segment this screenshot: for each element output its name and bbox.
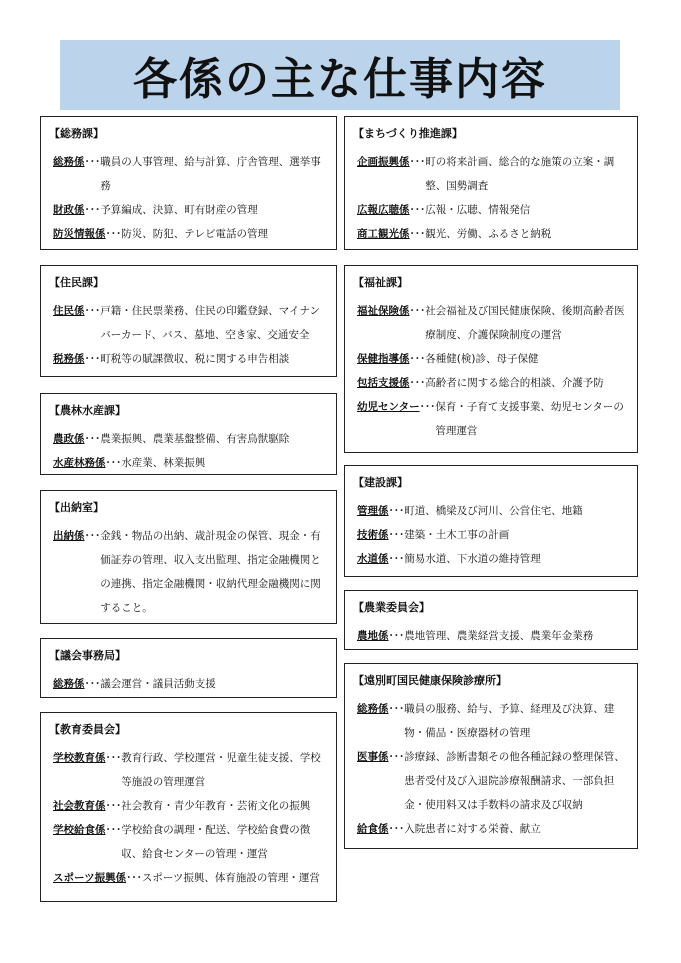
unit-description: 社会教育・青少年教育・芸術文化の振興 bbox=[121, 800, 311, 812]
duty-entry bbox=[53, 524, 328, 620]
unit-name: スポーツ振興係 bbox=[53, 872, 127, 884]
unit-name: 総務係 bbox=[53, 678, 85, 690]
unit-name: 税務係 bbox=[53, 353, 85, 365]
section-shinryo bbox=[344, 663, 638, 849]
unit-description: 建築・土木工事の計画 bbox=[404, 529, 510, 541]
section-header: 【遠別町国民健康保険診療所】 bbox=[353, 674, 507, 687]
separator: ･･･ bbox=[388, 630, 405, 642]
separator: ･･･ bbox=[105, 228, 122, 240]
separator: ･･･ bbox=[409, 353, 426, 365]
unit-description: 簡易水道、下水道の維持管理 bbox=[404, 553, 541, 565]
separator: ･･･ bbox=[388, 553, 405, 565]
unit-name: 防災情報係 bbox=[53, 228, 106, 240]
duty-entry bbox=[357, 371, 629, 395]
duty-entry bbox=[53, 222, 328, 246]
duty-entry bbox=[53, 150, 328, 198]
section-header: 【議会事務局】 bbox=[49, 649, 126, 662]
separator: ･･･ bbox=[105, 800, 122, 812]
duty-entry bbox=[357, 697, 629, 745]
unit-name: 医事係 bbox=[357, 751, 389, 763]
duty-entry bbox=[357, 523, 629, 547]
separator: ･･･ bbox=[84, 433, 101, 445]
unit-name: 総務係 bbox=[53, 156, 85, 168]
duty-entry bbox=[357, 817, 629, 841]
duty-entry bbox=[357, 347, 629, 371]
unit-description: 各種健(検)診、母子保健 bbox=[425, 353, 539, 365]
duty-entry bbox=[357, 395, 629, 443]
duty-entry bbox=[53, 672, 328, 696]
unit-description: 金銭・物品の出納、歳計現金の保管、現金・有価証券の管理、収入支出監理、指定金融機関との連携、指定金融機関・収納代理金融機関に関すること。 bbox=[100, 530, 321, 614]
unit-description: 教育行政、学校運営・児童生徒支援、学校等施設の管理運営 bbox=[121, 752, 321, 788]
unit-description: 社会福祉及び国民健康保険、後期高齢者医療制度、介護保険制度の運営 bbox=[425, 305, 625, 341]
section-header: 【建設課】 bbox=[353, 476, 408, 489]
unit-description: 学校給食の調理・配送、学校給食費の徴収、給食センターの管理・運営 bbox=[121, 824, 311, 860]
duty-entry bbox=[357, 499, 629, 523]
unit-name: 給食係 bbox=[357, 823, 389, 835]
unit-name: 学校教育係 bbox=[53, 752, 106, 764]
section-header: 【出納室】 bbox=[49, 501, 104, 514]
duty-entry bbox=[53, 451, 328, 475]
section-header: 【住民課】 bbox=[49, 276, 104, 289]
unit-description: 町税等の賦課徴収、税に関する申告相談 bbox=[100, 353, 290, 365]
duty-entry bbox=[53, 299, 328, 347]
unit-description: 町の将来計画、総合的な施策の立案・調整、国勢調査 bbox=[425, 156, 615, 192]
separator: ･･･ bbox=[84, 156, 101, 168]
page-title: 各係の主な仕事内容 bbox=[133, 54, 547, 105]
duty-entry bbox=[53, 427, 328, 451]
separator: ･･･ bbox=[388, 751, 405, 763]
unit-description: 防災、防犯、テレビ電話の管理 bbox=[121, 228, 269, 240]
unit-name: 農地係 bbox=[357, 630, 389, 642]
unit-description: 入院患者に対する栄養、献立 bbox=[404, 823, 541, 835]
unit-description: 観光、労働、ふるさと納税 bbox=[425, 228, 552, 240]
section-kyoiku bbox=[40, 712, 337, 902]
duty-entry bbox=[357, 745, 629, 817]
separator: ･･･ bbox=[388, 703, 405, 715]
separator: ･･･ bbox=[105, 824, 122, 836]
unit-description: 予算編成、決算、町有財産の管理 bbox=[100, 204, 258, 216]
duty-entry bbox=[53, 746, 328, 794]
separator: ･･･ bbox=[105, 752, 122, 764]
separator: ･･･ bbox=[84, 305, 101, 317]
unit-name: 総務係 bbox=[357, 703, 389, 715]
separator: ･･･ bbox=[84, 678, 101, 690]
unit-name: 社会教育係 bbox=[53, 800, 106, 812]
section-jumin bbox=[40, 265, 337, 377]
unit-name: 広報広聴係 bbox=[357, 204, 410, 216]
section-norin bbox=[40, 393, 337, 475]
section-header: 【農業委員会】 bbox=[353, 601, 430, 614]
duty-entry bbox=[53, 818, 328, 866]
unit-description: 戸籍・住民票業務、住民の印鑑登録、マイナンバーカード、バス、墓地、空き家、交通安全 bbox=[100, 305, 321, 341]
unit-name: 幼児センター bbox=[357, 401, 420, 413]
section-header: 【福祉課】 bbox=[353, 276, 408, 289]
unit-description: 診療録、診断書類その他各種記録の整理保管、患者受付及び入退院診療報酬請求、一部負担金・使用料又は手数料の請求及び収納 bbox=[404, 751, 625, 811]
separator: ･･･ bbox=[409, 228, 426, 240]
section-gikai bbox=[40, 638, 337, 698]
unit-description: スポーツ振興、体育施設の管理・運営 bbox=[141, 872, 320, 884]
unit-description: 広報・広聴、情報発信 bbox=[425, 204, 531, 216]
duty-entry bbox=[357, 299, 629, 347]
unit-name: 水産林務係 bbox=[53, 457, 106, 469]
section-header: 【総務課】 bbox=[49, 127, 104, 140]
unit-description: 農業振興、農業基盤整備、有害鳥獣駆除 bbox=[100, 433, 290, 445]
section-suitou bbox=[40, 490, 337, 624]
duty-entry bbox=[53, 198, 328, 222]
separator: ･･･ bbox=[388, 823, 405, 835]
unit-name: 管理係 bbox=[357, 505, 389, 517]
unit-name: 技術係 bbox=[357, 529, 389, 541]
unit-name: 包括支援係 bbox=[357, 377, 410, 389]
separator: ･･･ bbox=[409, 204, 426, 216]
duty-entry bbox=[53, 347, 328, 371]
separator: ･･･ bbox=[126, 872, 142, 884]
section-header: 【まちづくり推進課】 bbox=[353, 127, 463, 140]
unit-name: 商工観光係 bbox=[357, 228, 410, 240]
section-fukushi bbox=[344, 265, 638, 453]
section-header: 【教育委員会】 bbox=[49, 723, 126, 736]
unit-description: 職員の服務、給与、予算、経理及び決算、建物・備品・医療器材の管理 bbox=[404, 703, 615, 739]
unit-description: 高齢者に関する総合的相談、介護予防 bbox=[425, 377, 604, 389]
separator: ･･･ bbox=[409, 377, 426, 389]
unit-name: 企画振興係 bbox=[357, 156, 410, 168]
duty-entry bbox=[357, 150, 629, 198]
title-banner bbox=[60, 40, 620, 110]
unit-description: 議会運営・議員活動支援 bbox=[100, 678, 216, 690]
unit-description: 職員の人事管理、給与計算、庁舎管理、選挙事務 bbox=[100, 156, 321, 192]
unit-name: 住民係 bbox=[53, 305, 85, 317]
unit-name: 出納係 bbox=[53, 530, 85, 542]
separator: ･･･ bbox=[105, 457, 122, 469]
section-kensetsu bbox=[344, 465, 638, 577]
section-somu bbox=[40, 116, 337, 250]
section-machi bbox=[344, 116, 638, 250]
unit-name: 農政係 bbox=[53, 433, 85, 445]
separator: ･･･ bbox=[84, 204, 101, 216]
unit-name: 保健指導係 bbox=[357, 353, 410, 365]
separator: ･･･ bbox=[388, 529, 405, 541]
section-nogyo bbox=[344, 590, 638, 650]
separator: ･･･ bbox=[388, 505, 405, 517]
separator: ･･･ bbox=[84, 530, 101, 542]
unit-name: 学校給食係 bbox=[53, 824, 106, 836]
unit-name: 財政係 bbox=[53, 204, 85, 216]
duty-entry bbox=[357, 222, 629, 246]
separator: ･･･ bbox=[409, 305, 426, 317]
separator: ･･･ bbox=[409, 156, 426, 168]
duty-entry bbox=[53, 866, 328, 890]
unit-description: 水産業、林業振興 bbox=[121, 457, 206, 469]
duty-entry bbox=[357, 198, 629, 222]
unit-description: 保育・子育て支援事業、幼児センターの管理運営 bbox=[435, 401, 624, 437]
unit-description: 農地管理、農業経営支援、農業年金業務 bbox=[404, 630, 594, 642]
section-header: 【農林水産課】 bbox=[49, 404, 126, 417]
duty-entry bbox=[357, 624, 629, 648]
unit-name: 水道係 bbox=[357, 553, 389, 565]
unit-name: 福祉保険係 bbox=[357, 305, 410, 317]
separator: ･･･ bbox=[419, 401, 436, 413]
separator: ･･･ bbox=[84, 353, 101, 365]
unit-description: 町道、橋梁及び河川、公営住宅、地籍 bbox=[404, 505, 583, 517]
duty-entry bbox=[357, 547, 629, 571]
duty-entry bbox=[53, 794, 328, 818]
